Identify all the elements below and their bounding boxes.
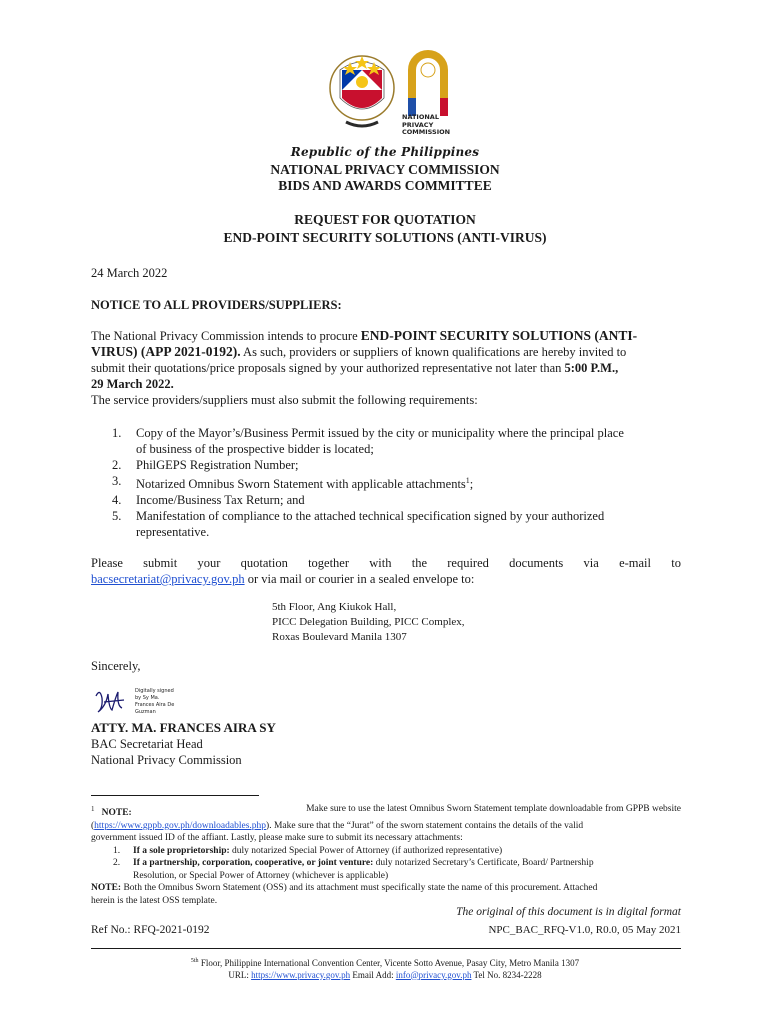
mailing-address bbox=[272, 600, 465, 645]
intro-text: As such, providers or suppliers of known qualifications are hereby invited to bbox=[240, 345, 627, 359]
deadline-time: 5:00 P.M., bbox=[564, 361, 619, 375]
reference-number: Ref No.: RFQ-2021-0192 bbox=[91, 924, 210, 936]
word: your bbox=[197, 556, 221, 570]
signatory-title: BAC Secretariat Head bbox=[91, 737, 203, 751]
list-item bbox=[112, 492, 682, 508]
signatory-name: ATTY. MA. FRANCES AIRA SY bbox=[91, 720, 276, 735]
footnote-item-number: 1. bbox=[113, 845, 121, 856]
word: required bbox=[447, 556, 489, 570]
address-line: Roxas Boulevard Manila 1307 bbox=[272, 631, 407, 643]
requirements-list bbox=[112, 425, 682, 540]
digital-format-notice: The original of this document is in digital format bbox=[456, 906, 681, 918]
footer-superscript: 5th bbox=[190, 958, 199, 964]
word: with bbox=[369, 556, 392, 570]
list-item-number: 4. bbox=[112, 493, 122, 508]
footnote-item-label: If a partnership, corporation, cooperative, or joint venture: bbox=[133, 858, 374, 869]
intro-paragraph bbox=[91, 328, 681, 408]
word: the bbox=[411, 556, 428, 570]
list-item-text: PhilGEPS Registration Number; bbox=[136, 458, 299, 472]
procurement-app-number: VIRUS) (APP 2021-0192). bbox=[91, 344, 241, 359]
republic-heading: Republic of the Philippines bbox=[290, 145, 480, 159]
submit-line bbox=[91, 555, 681, 571]
procurement-name: END-POINT SECURITY SOLUTIONS (ANTI- bbox=[360, 328, 638, 343]
document-title: REQUEST FOR QUOTATION bbox=[294, 212, 476, 227]
gppb-link[interactable]: https://www.gppb.gov.ph/downloadables.php bbox=[94, 820, 267, 831]
stamp-line: Guzman bbox=[135, 709, 156, 715]
list-item-number: 2. bbox=[112, 458, 122, 472]
footnote-item bbox=[91, 845, 681, 858]
word: documents bbox=[509, 556, 564, 570]
list-item-number: 3. bbox=[112, 474, 122, 488]
bac-email-link[interactable]: bacsecretariat@privacy.gov.ph bbox=[91, 572, 245, 586]
document-date: 24 March 2022 bbox=[91, 266, 168, 280]
closing: Sincerely, bbox=[91, 659, 141, 673]
page-footer bbox=[0, 956, 770, 981]
stamp-line: by Sy Ma. bbox=[135, 695, 160, 701]
address-line: PICC Delegation Building, PICC Complex, bbox=[272, 616, 465, 628]
list-item bbox=[112, 457, 682, 473]
website-link[interactable]: https://www.privacy.gov.ph bbox=[251, 969, 351, 980]
footnote-text: Both the Omnibus Sworn Statement (OSS) and its attachment must specifically state the name of this procurement. Attached bbox=[121, 883, 598, 894]
footnote-item-text: Resolution, or Special Power of Attorney (whichever is applicable) bbox=[133, 870, 389, 881]
deadline-date: 29 March 2022. bbox=[91, 377, 174, 391]
footer-address: Floor, Philippine International Convention Center, Vicente Sotto Avenue, Pasay City, Metro Manila 1307 bbox=[198, 958, 580, 968]
logo-text-line: PRIVACY bbox=[402, 120, 434, 129]
stamp-line: Digitally signed bbox=[135, 688, 174, 694]
footer-label: URL: bbox=[228, 969, 252, 980]
requirements-intro: The service providers/suppliers must also submit the following requirements: bbox=[91, 393, 478, 407]
list-item bbox=[112, 425, 682, 457]
footer-telephone: Tel No. 8234-2228 bbox=[471, 969, 542, 980]
list-item bbox=[112, 508, 682, 540]
footnote-marker: 1 bbox=[91, 805, 95, 813]
list-item-text: representative. bbox=[136, 525, 210, 540]
footnote-reference: 1 bbox=[465, 476, 470, 485]
list-item bbox=[112, 473, 682, 492]
list-item-number: 5. bbox=[112, 509, 122, 524]
form-code: NPC_BAC_RFQ-V1.0, R0.0, 05 May 2021 bbox=[488, 924, 681, 936]
logo-text-line: COMMISSION bbox=[402, 128, 451, 136]
word: via bbox=[583, 556, 599, 570]
document-subtitle: END-POINT SECURITY SOLUTIONS (ANTI-VIRUS) bbox=[223, 230, 547, 245]
address-line: 5th Floor, Ang Kiukok Hall, bbox=[272, 601, 397, 613]
word: together bbox=[308, 556, 350, 570]
footnote-text: ). Make sure that the “Jurat” of the sworn statement contains the details of the valid bbox=[266, 820, 584, 831]
digital-signature-stamp bbox=[135, 688, 174, 716]
agency-heading: NATIONAL PRIVACY COMMISSION bbox=[270, 162, 500, 177]
npc-logo-text bbox=[402, 114, 450, 137]
header-logos bbox=[328, 40, 452, 140]
signatory-organization: National Privacy Commission bbox=[91, 753, 242, 767]
notice-heading: NOTICE TO ALL PROVIDERS/SUPPLIERS: bbox=[91, 298, 342, 312]
intro-text: The National Privacy Commission intends to procure bbox=[91, 329, 361, 343]
intro-text: submit their quotations/price proposals signed by your authorized representative not later than bbox=[91, 361, 565, 375]
note-label: NOTE: bbox=[91, 883, 122, 894]
list-item-text: Manifestation of compliance to the attached technical specification signed by your authorized bbox=[136, 509, 605, 524]
word: quotation bbox=[240, 556, 288, 570]
word: e-mail bbox=[619, 556, 651, 570]
list-item-text: ; bbox=[469, 477, 474, 492]
footnote-item-text: duly notarized Secretary’s Certificate, Board/ Partnership bbox=[373, 858, 594, 869]
stamp-line: Frances Aira De bbox=[135, 702, 175, 708]
footnote-divider bbox=[91, 795, 259, 796]
info-email-link[interactable]: info@privacy.gov.ph bbox=[395, 969, 472, 980]
page-footer-divider bbox=[91, 948, 681, 949]
list-item-text: Notarized Omnibus Sworn Statement with applicable attachments bbox=[136, 477, 466, 492]
footnote-item-label: If a sole proprietorship: bbox=[133, 845, 230, 856]
footer-label: Email Add: bbox=[350, 969, 396, 980]
committee-heading: BIDS AND AWARDS COMMITTEE bbox=[278, 178, 492, 193]
footnote-item-number: 2. bbox=[113, 858, 121, 869]
footnote: $^1$ NOTE: Make sure to use the latest Omnibus Sworn Statement template downloadable from GPPB website (https://www.gppb.gov.ph/downloadables.php). Make sure that the “Jurat” of the sworn statement contains the details of the valid government issued ID of the affiant. Lastly, please make sure to submit its necessary attachments: 1. If a sole proprietorship: duly notarized Special Power of Attorney (if authorized representative) 2. If a partnership, corporation, cooperative, or joint venture: duly notarized Secretary’s Certificate, Board/ Partnership Resolution, or Special Power of Attorney (whichever is applicable) NOTE: Both the Omnibus Sworn Statement (OSS) and its attachment must specifically state the name of this procurement. Attached herein is the latest OSS template. bbox=[91, 804, 681, 906]
footnote-item-text: duly notarized Special Power of Attorney (if authorized representative) bbox=[229, 845, 503, 856]
footnote-item bbox=[91, 857, 681, 870]
submit-paragraph bbox=[91, 555, 681, 587]
word: Please bbox=[91, 556, 123, 570]
submit-text: or via mail or courier in a sealed envelope to: bbox=[244, 572, 475, 586]
list-item-text: of business of the prospective bidder is located; bbox=[136, 442, 374, 456]
list-item-text: Income/Business Tax Return; and bbox=[136, 493, 305, 508]
footnote-text: Make sure to use the latest Omnibus Sworn Statement template downloadable from GPPB website bbox=[306, 804, 681, 814]
footnote-text: government issued ID of the affiant. Lastly, please make sure to submit its necessary attachments: bbox=[91, 833, 463, 844]
logo-text-line: NATIONAL bbox=[402, 113, 439, 121]
handwritten-signature-icon bbox=[92, 686, 128, 718]
word: submit bbox=[143, 556, 178, 570]
word: to bbox=[671, 556, 681, 570]
footnote-text: herein is the latest OSS template. bbox=[91, 895, 218, 906]
list-item-number: 1. bbox=[112, 426, 122, 440]
list-item-text: Copy of the Mayor’s/Business Permit issued by the city or municipality where the principal place bbox=[136, 426, 624, 440]
note-label: NOTE: bbox=[101, 808, 132, 819]
